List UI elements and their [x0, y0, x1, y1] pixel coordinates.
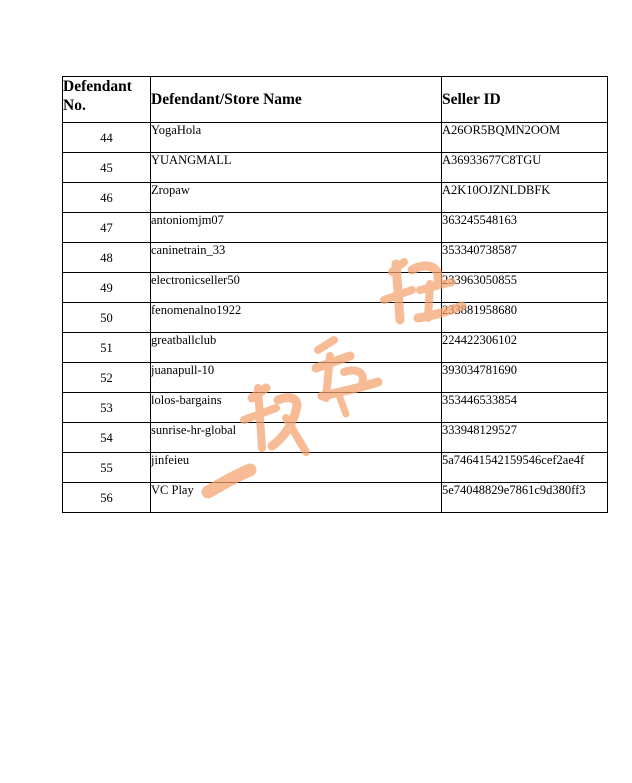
defendant-number: 53: [63, 393, 151, 423]
defendant-number: 49: [63, 273, 151, 303]
defendant-number: 44: [63, 123, 151, 153]
seller-id: 233881958680: [442, 303, 608, 333]
store-name: jinfeieu: [151, 453, 442, 483]
header-store-name: Defendant/Store Name: [151, 77, 442, 123]
table-row: [63, 333, 608, 363]
table-row: [63, 123, 608, 153]
table-row: [63, 243, 608, 273]
store-name: juanapull-10: [151, 363, 442, 393]
table-row: [63, 273, 608, 303]
defendant-number: 52: [63, 363, 151, 393]
defendant-number: 50: [63, 303, 151, 333]
store-name: fenomenalno1922: [151, 303, 442, 333]
seller-id: 353340738587: [442, 243, 608, 273]
defendant-number: 54: [63, 423, 151, 453]
seller-id: 233963050855: [442, 273, 608, 303]
store-name: sunrise-hr-global: [151, 423, 442, 453]
seller-id: 5e74048829e7861c9d380ff3: [442, 483, 608, 513]
seller-id: 353446533854: [442, 393, 608, 423]
defendants-table: [62, 76, 608, 513]
seller-id: A2K10OJZNLDBFK: [442, 183, 608, 213]
table-header-row: [63, 77, 608, 123]
table-row: [63, 153, 608, 183]
table-row: [63, 363, 608, 393]
table-row: [63, 183, 608, 213]
table-row: [63, 393, 608, 423]
store-name: caninetrain_33: [151, 243, 442, 273]
store-name: antoniomjm07: [151, 213, 442, 243]
store-name: electronicseller50: [151, 273, 442, 303]
defendant-number: 55: [63, 453, 151, 483]
defendant-number: 51: [63, 333, 151, 363]
table-row: [63, 453, 608, 483]
seller-id: 333948129527: [442, 423, 608, 453]
defendant-number: 46: [63, 183, 151, 213]
store-name: YogaHola: [151, 123, 442, 153]
store-name: Zropaw: [151, 183, 442, 213]
header-defendant-no: Defendant No.: [63, 77, 151, 123]
store-name: greatballclub: [151, 333, 442, 363]
table-row: [63, 213, 608, 243]
store-name: YUANGMALL: [151, 153, 442, 183]
seller-id: 393034781690: [442, 363, 608, 393]
table-row: [63, 483, 608, 513]
defendant-number: 47: [63, 213, 151, 243]
defendant-number: 48: [63, 243, 151, 273]
header-seller-id: Seller ID: [442, 77, 608, 123]
defendant-number: 45: [63, 153, 151, 183]
store-name: lolos-bargains: [151, 393, 442, 423]
seller-id: A26OR5BQMN2OOM: [442, 123, 608, 153]
defendant-number: 56: [63, 483, 151, 513]
table-row: [63, 423, 608, 453]
table-row: [63, 303, 608, 333]
seller-id: A36933677C8TGU: [442, 153, 608, 183]
seller-id: 224422306102: [442, 333, 608, 363]
store-name: VC Play: [151, 483, 442, 513]
seller-id: 363245548163: [442, 213, 608, 243]
seller-id: 5a74641542159546cef2ae4f: [442, 453, 608, 483]
